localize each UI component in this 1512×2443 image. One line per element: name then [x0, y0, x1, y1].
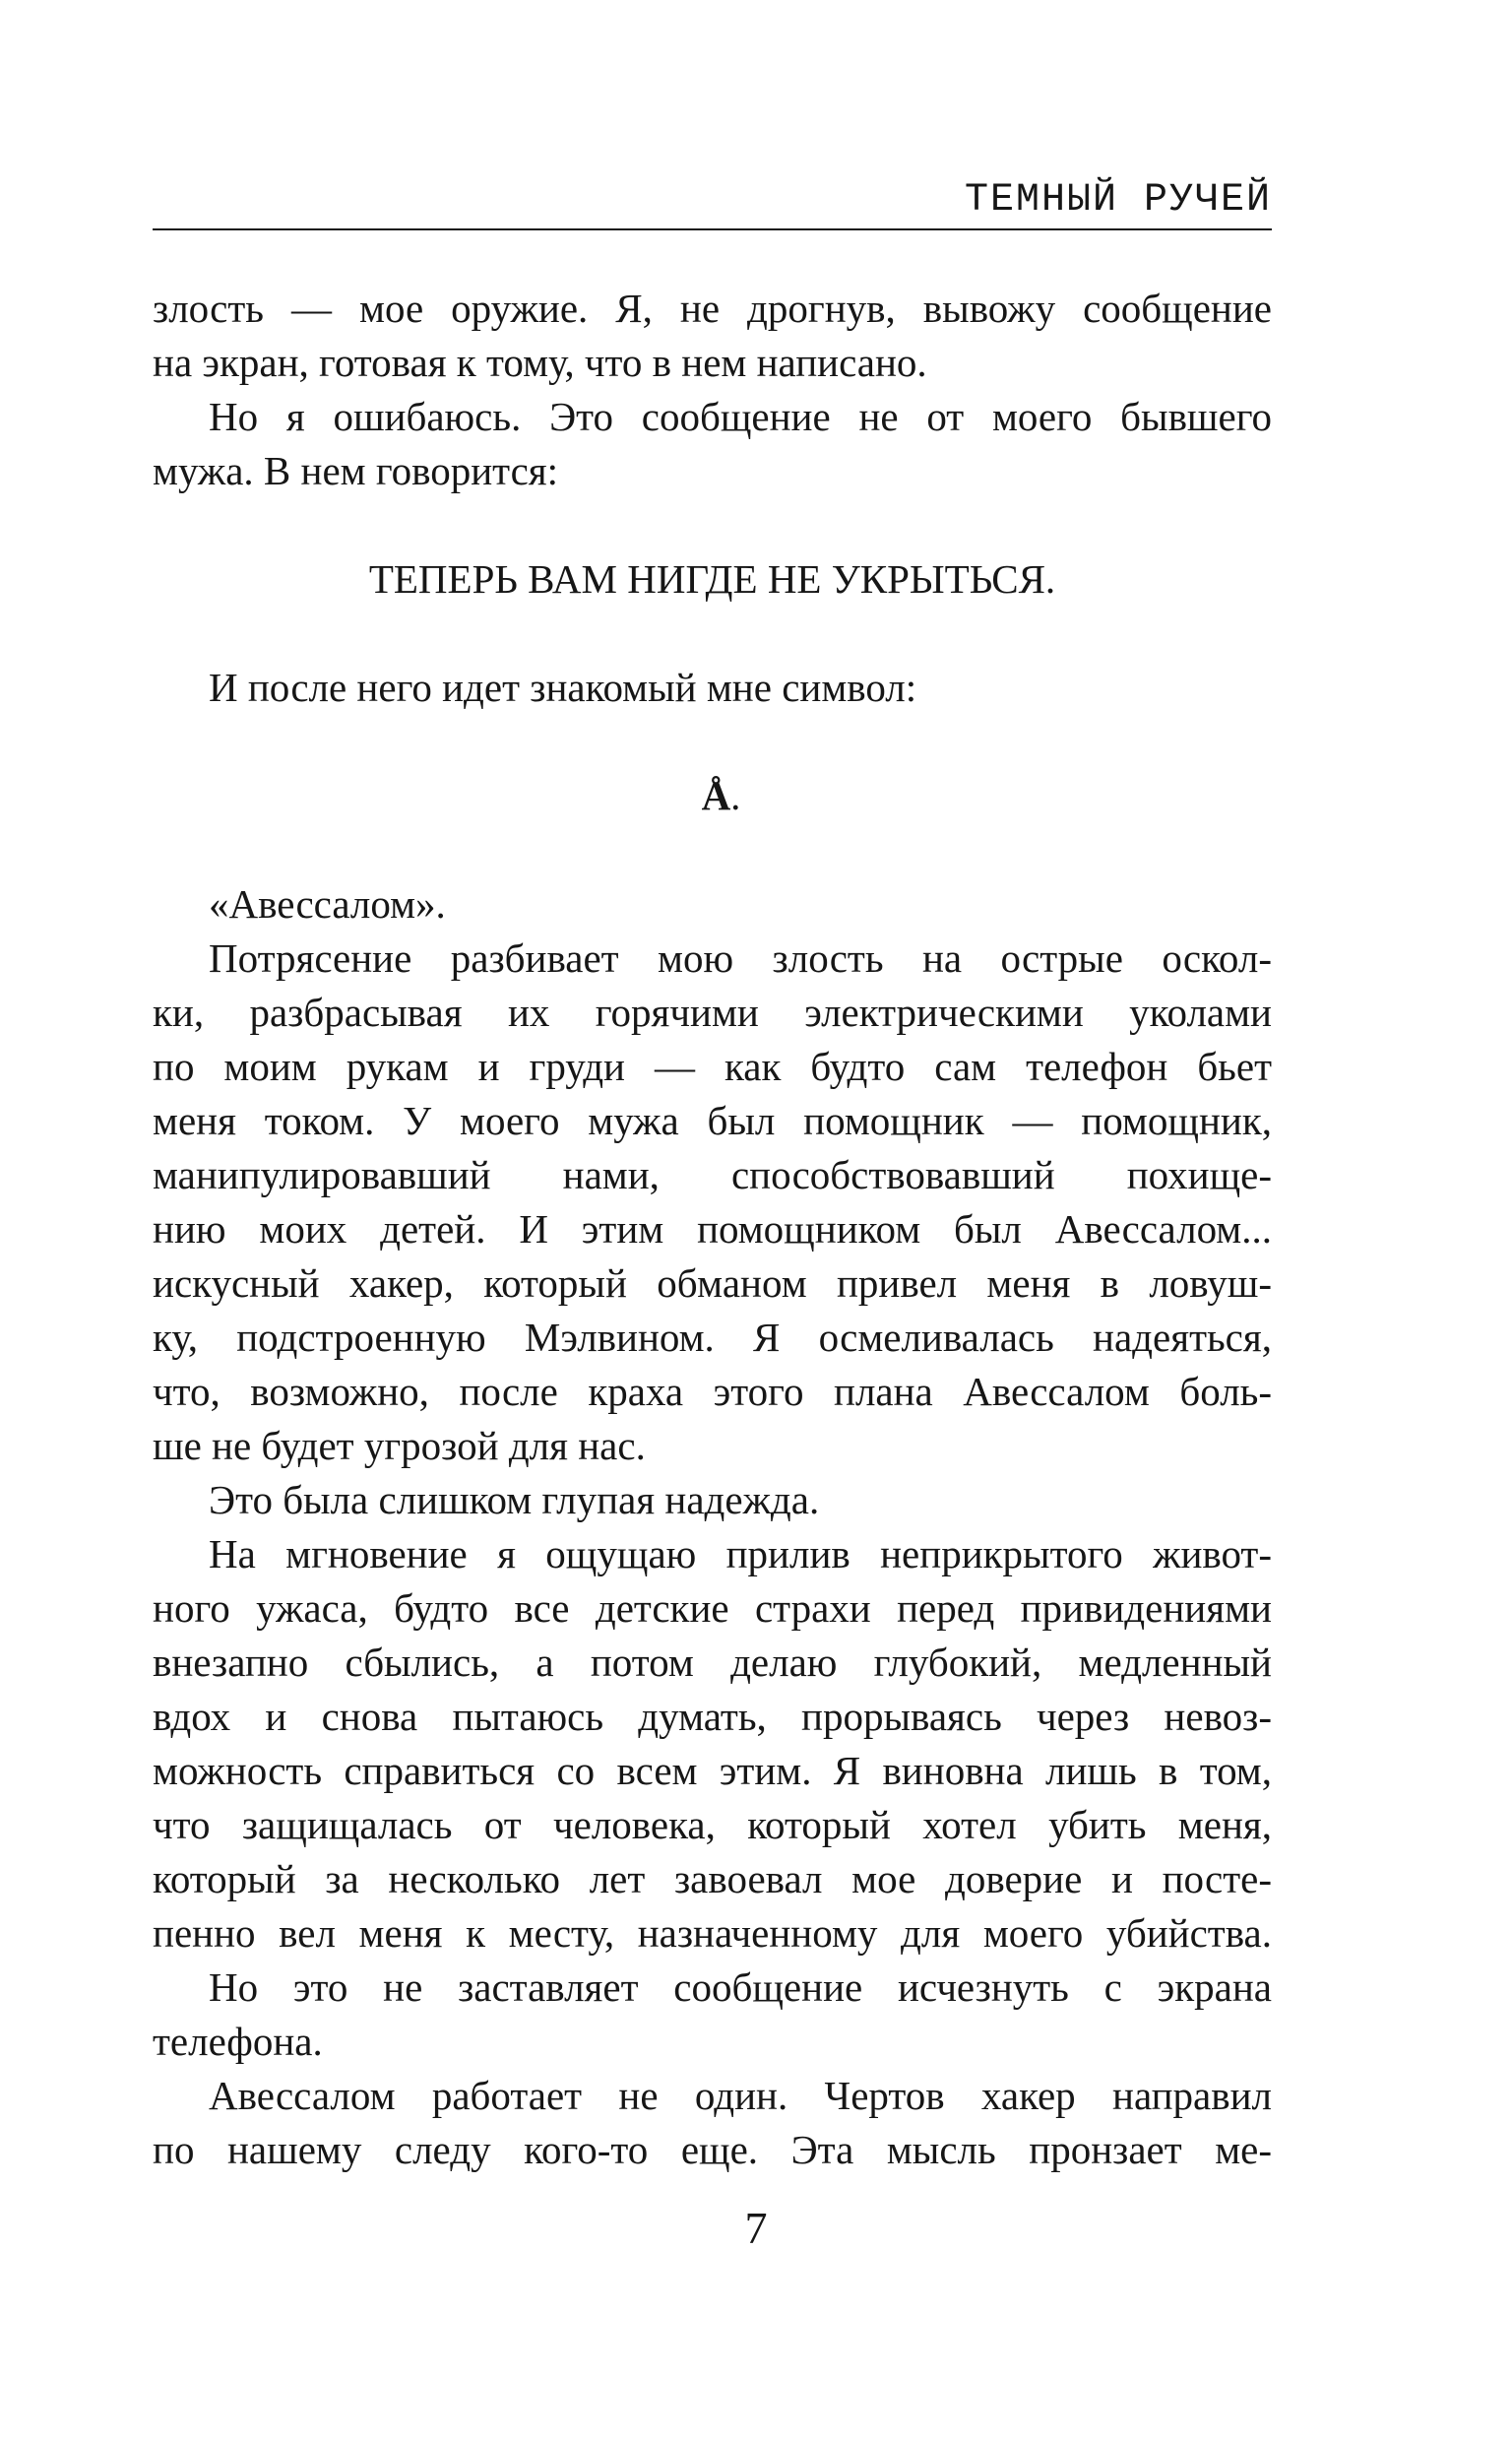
- text-line: ного ужаса, будто все детские страхи перед привидениями: [153, 1585, 1272, 1631]
- text-line: злость — мое оружие. Я, не дрогнув, вывожу сообщение: [153, 286, 1272, 331]
- symbol-line: [153, 769, 1272, 823]
- running-title: ТЕМНЫЙ РУЧЕЙ: [964, 178, 1272, 223]
- blank-line: [153, 607, 1272, 661]
- blank-line: [153, 498, 1272, 552]
- body-text: [153, 282, 1272, 2177]
- text-line: искусный хакер, который обманом привел меня в ловуш-: [153, 1260, 1272, 1306]
- text-line: по моим рукам и груди — как будто сам телефон бьет: [153, 1044, 1272, 1089]
- text-line: «Авессалом».: [209, 881, 446, 927]
- text-line: что, возможно, после краха этого плана Авессалом боль-: [153, 1369, 1272, 1414]
- text-line: ше не будет угрозой для нас.: [153, 1423, 646, 1468]
- text-line: на экран, готовая к тому, что в нем написано.: [153, 340, 927, 385]
- message-text: ТЕПЕРЬ ВАМ НИГДЕ НЕ УКРЫТЬСЯ.: [368, 556, 1056, 602]
- text-line: Но это не заставляет сообщение исчезнуть с экрана: [209, 1964, 1272, 2010]
- text-line: пенно вел меня к месту, назначенному для моего убийства.: [153, 1910, 1272, 1956]
- absalom-symbol: Å: [701, 773, 731, 818]
- running-header: [153, 177, 1272, 230]
- text-line: манипулировавший нами, способствовавший похище-: [153, 1152, 1272, 1197]
- text-line: Потрясение разбивает мою злость на острые оскол-: [209, 935, 1272, 981]
- text-line: внезапно сбылись, а потом делаю глубокий, медленный: [153, 1639, 1272, 1685]
- text-line: который за несколько лет завоевал мое доверие и посте-: [153, 1856, 1272, 1901]
- blank-line: [153, 715, 1272, 769]
- text-line: И после него идет знакомый мне символ:: [209, 665, 917, 710]
- text-line: меня током. У моего мужа был помощник — помощник,: [153, 1098, 1272, 1143]
- text-line: можность справиться со всем этим. Я виновна лишь в том,: [153, 1748, 1272, 1793]
- blank-line: [153, 823, 1272, 877]
- text-line: Это была слишком глупая надежда.: [209, 1477, 820, 1522]
- text-line: нию моих детей. И этим помощником был Авессалом...: [153, 1206, 1272, 1252]
- page-number: 7: [744, 2203, 768, 2253]
- text-line: по нашему следу кого-то еще. Эта мысль пронзает ме-: [153, 2127, 1272, 2172]
- symbol-period: .: [730, 773, 741, 818]
- text-line: мужа. В нем говорится:: [153, 448, 559, 493]
- text-line: телефона.: [153, 2019, 323, 2064]
- text-line: Но я ошибаюсь. Это сообщение не от моего бывшего: [209, 394, 1272, 439]
- text-line: ку, подстроенную Мэлвином. Я осмеливалась надеяться,: [153, 1315, 1272, 1360]
- text-line: На мгновение я ощущаю прилив неприкрытого живот-: [209, 1531, 1272, 1576]
- text-line: вдох и снова пытаюсь думать, прорываясь через невоз-: [153, 1694, 1272, 1739]
- text-line: что защищалась от человека, который хотел убить меня,: [153, 1802, 1272, 1847]
- text-line: Авессалом работает не один. Чертов хакер направил: [209, 2073, 1272, 2118]
- text-line: ки, разбрасывая их горячими электрическими уколами: [153, 990, 1272, 1035]
